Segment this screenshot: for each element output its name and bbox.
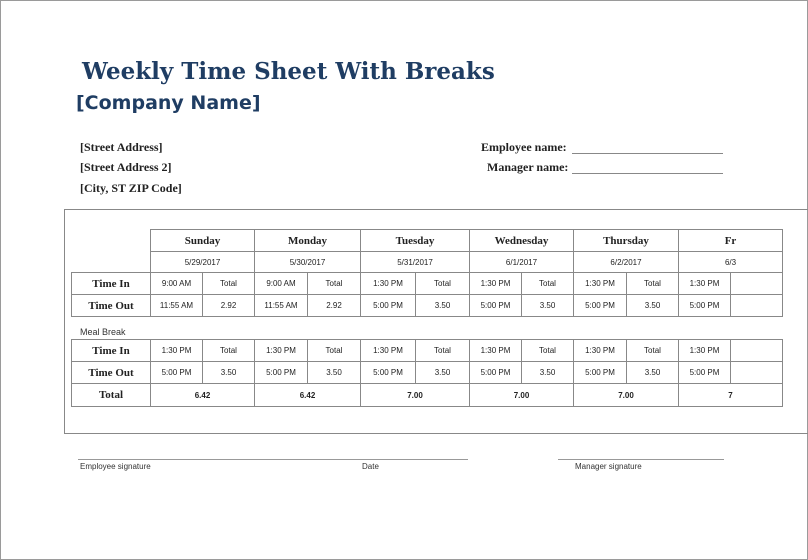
break-total-cell <box>730 361 783 384</box>
work-total-cell: Total <box>415 272 470 295</box>
break-total-cell: Total <box>202 339 255 362</box>
break-total-cell: Total <box>415 339 470 362</box>
break-time-in-cell[interactable]: 1:30 PM <box>678 339 731 362</box>
break-total-cell: Total <box>626 339 679 362</box>
work-total-cell: Total <box>521 272 574 295</box>
break-total-cell <box>730 339 783 362</box>
manager-name-label: Manager name: <box>487 160 569 174</box>
meal-break-label: Meal Break <box>80 327 126 337</box>
day-total: 7.00 <box>469 383 574 407</box>
row-label-bout: Time Out <box>71 361 151 384</box>
break-time-in-cell[interactable]: 1:30 PM <box>360 339 416 362</box>
row-label-win: Time In <box>71 272 151 295</box>
break-time-out-cell[interactable]: 5:00 PM <box>254 361 308 384</box>
company-name: [Company Name] <box>76 92 261 114</box>
break-time-out-cell[interactable]: 5:00 PM <box>150 361 203 384</box>
timesheet-frame <box>64 209 808 434</box>
work-total-cell: 3.50 <box>626 294 679 317</box>
day-header: Fr <box>678 229 783 252</box>
street-address-2: [Street Address 2] <box>80 160 172 174</box>
day-total: 7.00 <box>573 383 679 407</box>
manager-signature-label: Manager signature <box>575 462 642 471</box>
work-time-out-cell[interactable]: 5:00 PM <box>469 294 522 317</box>
employee-signature-line[interactable] <box>78 459 468 460</box>
work-time-in-cell[interactable]: 9:00 AM <box>150 272 203 295</box>
break-time-out-cell[interactable]: 5:00 PM <box>360 361 416 384</box>
work-time-in-cell[interactable]: 1:30 PM <box>678 272 731 295</box>
break-time-in-cell[interactable]: 1:30 PM <box>150 339 203 362</box>
day-total: 7 <box>678 383 783 407</box>
day-header: Sunday <box>150 229 255 252</box>
break-total-cell: 3.50 <box>521 361 574 384</box>
work-time-out-cell[interactable]: 5:00 PM <box>573 294 627 317</box>
break-time-out-cell[interactable]: 5:00 PM <box>469 361 522 384</box>
day-header: Thursday <box>573 229 679 252</box>
day-date: 5/29/2017 <box>150 251 255 273</box>
work-total-cell: 3.50 <box>415 294 470 317</box>
work-total-cell: Total <box>626 272 679 295</box>
day-date: 6/1/2017 <box>469 251 574 273</box>
break-time-in-cell[interactable]: 1:30 PM <box>573 339 627 362</box>
work-total-cell: 2.92 <box>307 294 361 317</box>
work-time-out-cell[interactable]: 5:00 PM <box>678 294 731 317</box>
break-total-cell: Total <box>307 339 361 362</box>
work-total-cell <box>730 272 783 295</box>
city-state-zip: [City, ST ZIP Code] <box>80 181 182 195</box>
day-total: 6.42 <box>254 383 361 407</box>
day-header: Monday <box>254 229 361 252</box>
row-label-wout: Time Out <box>71 294 151 317</box>
day-total: 7.00 <box>360 383 470 407</box>
day-total: 6.42 <box>150 383 255 407</box>
work-total-cell: 2.92 <box>202 294 255 317</box>
employee-name-label: Employee name: <box>481 140 567 154</box>
break-time-in-cell[interactable]: 1:30 PM <box>469 339 522 362</box>
break-total-cell: 3.50 <box>307 361 361 384</box>
work-time-in-cell[interactable]: 1:30 PM <box>360 272 416 295</box>
date-label: Date <box>362 462 379 471</box>
day-date: 5/30/2017 <box>254 251 361 273</box>
day-date: 6/2/2017 <box>573 251 679 273</box>
work-total-cell: 3.50 <box>521 294 574 317</box>
break-time-out-cell[interactable]: 5:00 PM <box>573 361 627 384</box>
day-date: 6/3 <box>678 251 783 273</box>
break-total-cell: Total <box>521 339 574 362</box>
work-total-cell: Total <box>202 272 255 295</box>
row-label-total: Total <box>71 383 151 407</box>
street-address: [Street Address] <box>80 140 163 154</box>
employee-signature-label: Employee signature <box>80 462 151 471</box>
day-header: Tuesday <box>360 229 470 252</box>
break-time-in-cell[interactable]: 1:30 PM <box>254 339 308 362</box>
work-time-in-cell[interactable]: 9:00 AM <box>254 272 308 295</box>
manager-name-field[interactable] <box>572 173 723 174</box>
manager-signature-line[interactable] <box>558 459 724 460</box>
break-total-cell: 3.50 <box>202 361 255 384</box>
work-time-out-cell[interactable]: 11:55 AM <box>150 294 203 317</box>
sheet-title: Weekly Time Sheet With Breaks <box>82 58 495 85</box>
employee-name-field[interactable] <box>572 153 723 154</box>
work-total-cell <box>730 294 783 317</box>
break-total-cell: 3.50 <box>626 361 679 384</box>
work-time-in-cell[interactable]: 1:30 PM <box>469 272 522 295</box>
work-time-out-cell[interactable]: 5:00 PM <box>360 294 416 317</box>
row-label-bin: Time In <box>71 339 151 362</box>
work-time-in-cell[interactable]: 1:30 PM <box>573 272 627 295</box>
day-header: Wednesday <box>469 229 574 252</box>
break-total-cell: 3.50 <box>415 361 470 384</box>
break-time-out-cell[interactable]: 5:00 PM <box>678 361 731 384</box>
day-date: 5/31/2017 <box>360 251 470 273</box>
work-time-out-cell[interactable]: 11:55 AM <box>254 294 308 317</box>
work-total-cell: Total <box>307 272 361 295</box>
